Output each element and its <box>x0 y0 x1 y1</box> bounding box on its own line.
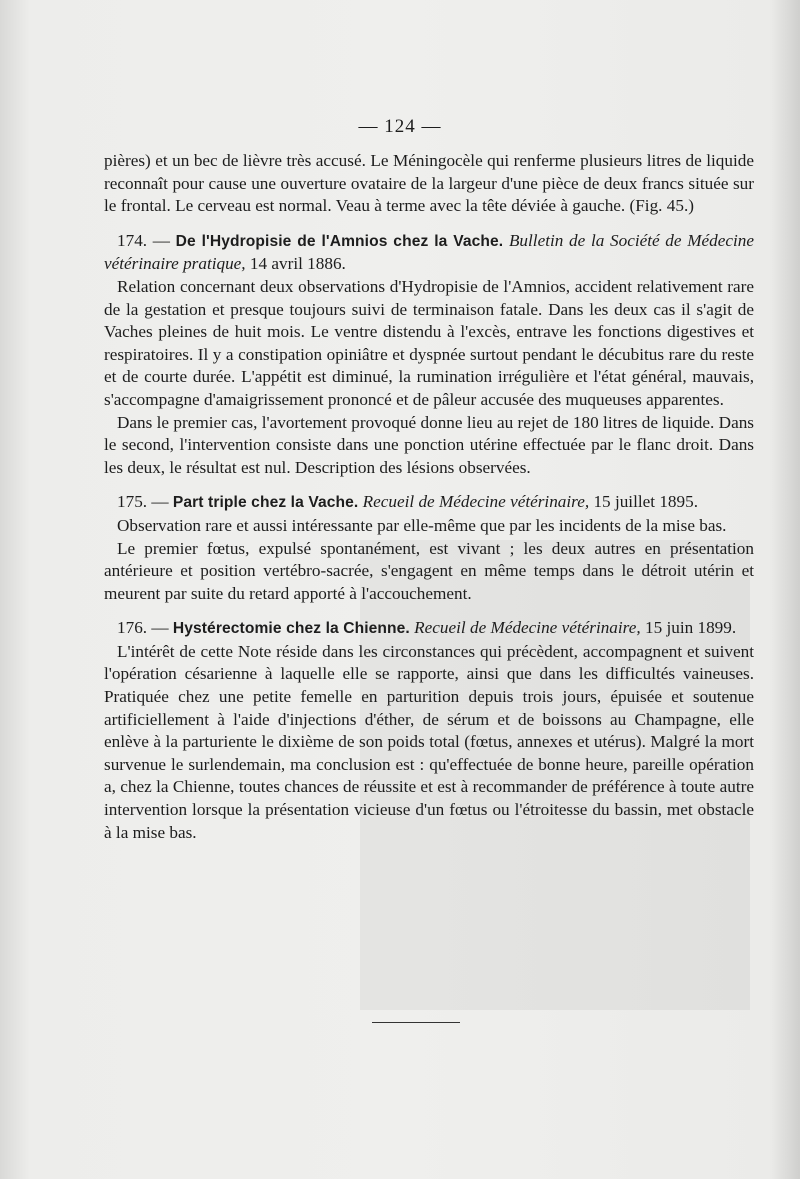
entry-175 <box>104 491 754 605</box>
entry-176 <box>104 617 754 844</box>
entry-paragraph: Dans le premier cas, l'avortement provoqué donne lieu au rejet de 180 litres de liquide. Dans le second, l'intervention consiste dans une ponction utérine effectuée par le flanc droit. Dans les deux, le résultat est nul. Description des lésions observées. <box>104 412 754 477</box>
entry-number: 174. — <box>117 230 170 250</box>
entry-paragraph: Relation concernant deux observations d'Hydropisie de l'Amnios, accident relativement rare de la gestation et presque toujours suivi de terminaison fatale. Dans les deux cas il s'agit de Vaches pleines de huit mois. Le ventre distendu à l'excès, entrave les fonctions digestives et respiratoires. Il y a constipation opiniâtre et dyspnée surtout pendant le décubitus rare du reste et de courte durée. L'appétit est diminué, la rumination irrégulière et l'état général, mauvais, s'accompagne d'amaigrissement prononcé et de pâleur accusée des muqueuses apparentes. <box>104 276 754 409</box>
entry-heading <box>104 617 754 641</box>
closing-rule <box>372 1022 460 1023</box>
page-number: — 124 — <box>358 116 442 137</box>
entry-paragraph: Le premier fœtus, expulsé spontanément, est vivant ; les deux autres en présentation antérieure et position vertébro-sacrée, s'engagent en même temps dans le détroit utérin et meurent par suite du retard apporté à l'accouchement. <box>104 538 754 603</box>
body-text <box>104 150 754 844</box>
entry-174 <box>104 230 754 480</box>
intro-paragraph: pières) et un bec de lièvre très accusé. Le Méningocèle qui renferme plusieurs litres de liquide reconnaît pour cause une ouverture ovataire de la largeur d'une pièce de deux francs située sur le frontal. Le cerveau est normal. Veau à terme avec la tête déviée à gauche. (Fig. 45.) <box>104 151 754 216</box>
entry-source: Recueil de Médecine vétérinaire, <box>414 618 641 638</box>
entry-date: 15 juin 1899. <box>644 618 737 638</box>
entry-heading <box>104 491 754 515</box>
entry-number: 176. — <box>117 618 169 638</box>
entry-date: 15 juillet 1895. <box>593 492 699 512</box>
entry-source: Bulletin de la Société de Médecine vétérinaire pratique, <box>104 230 755 274</box>
entry-source: Recueil de Médecine vétérinaire, <box>362 492 590 512</box>
entry-title: De l'Hydropisie de l'Amnios chez la Vache. <box>175 232 504 250</box>
entry-title: Part triple chez la Vache. <box>172 494 359 512</box>
entry-paragraph: Observation rare et aussi intéressante par elle-même que par les incidents de la mise bas. <box>117 515 727 535</box>
entry-paragraph: L'intérêt de cette Note réside dans les circonstances qui précèdent, accompagnent et suivent l'opération césarienne à laquelle elle se rapporte, ainsi que dans les difficultés vaineuses. Pratiquée chez une petite femelle en parturition depuis trois jours, épuisée et soutenue artificiellement à l'aide d'injections d'éther, de sérum et de boissons au Champagne, elle enlève à la parturiente le dixième de son poids total (fœtus, annexes et utérus). Malgré la mort survenue le surlendemain, ma conclusion est : qu'effectuée de bonne heure, pareille opération a, chez la Chienne, toutes chances de réussite et est à recommander de préférence à toute autre intervention lorsque la présentation vicieuse d'un fœtus ou l'étroitesse du bassin, met obstacle à la mise bas. <box>104 641 754 842</box>
entry-number: 175. — <box>117 492 169 512</box>
entry-date: 14 avril 1886. <box>249 254 346 274</box>
entry-title: Hystérectomie chez la Chienne. <box>172 620 410 638</box>
entry-heading <box>104 230 754 276</box>
